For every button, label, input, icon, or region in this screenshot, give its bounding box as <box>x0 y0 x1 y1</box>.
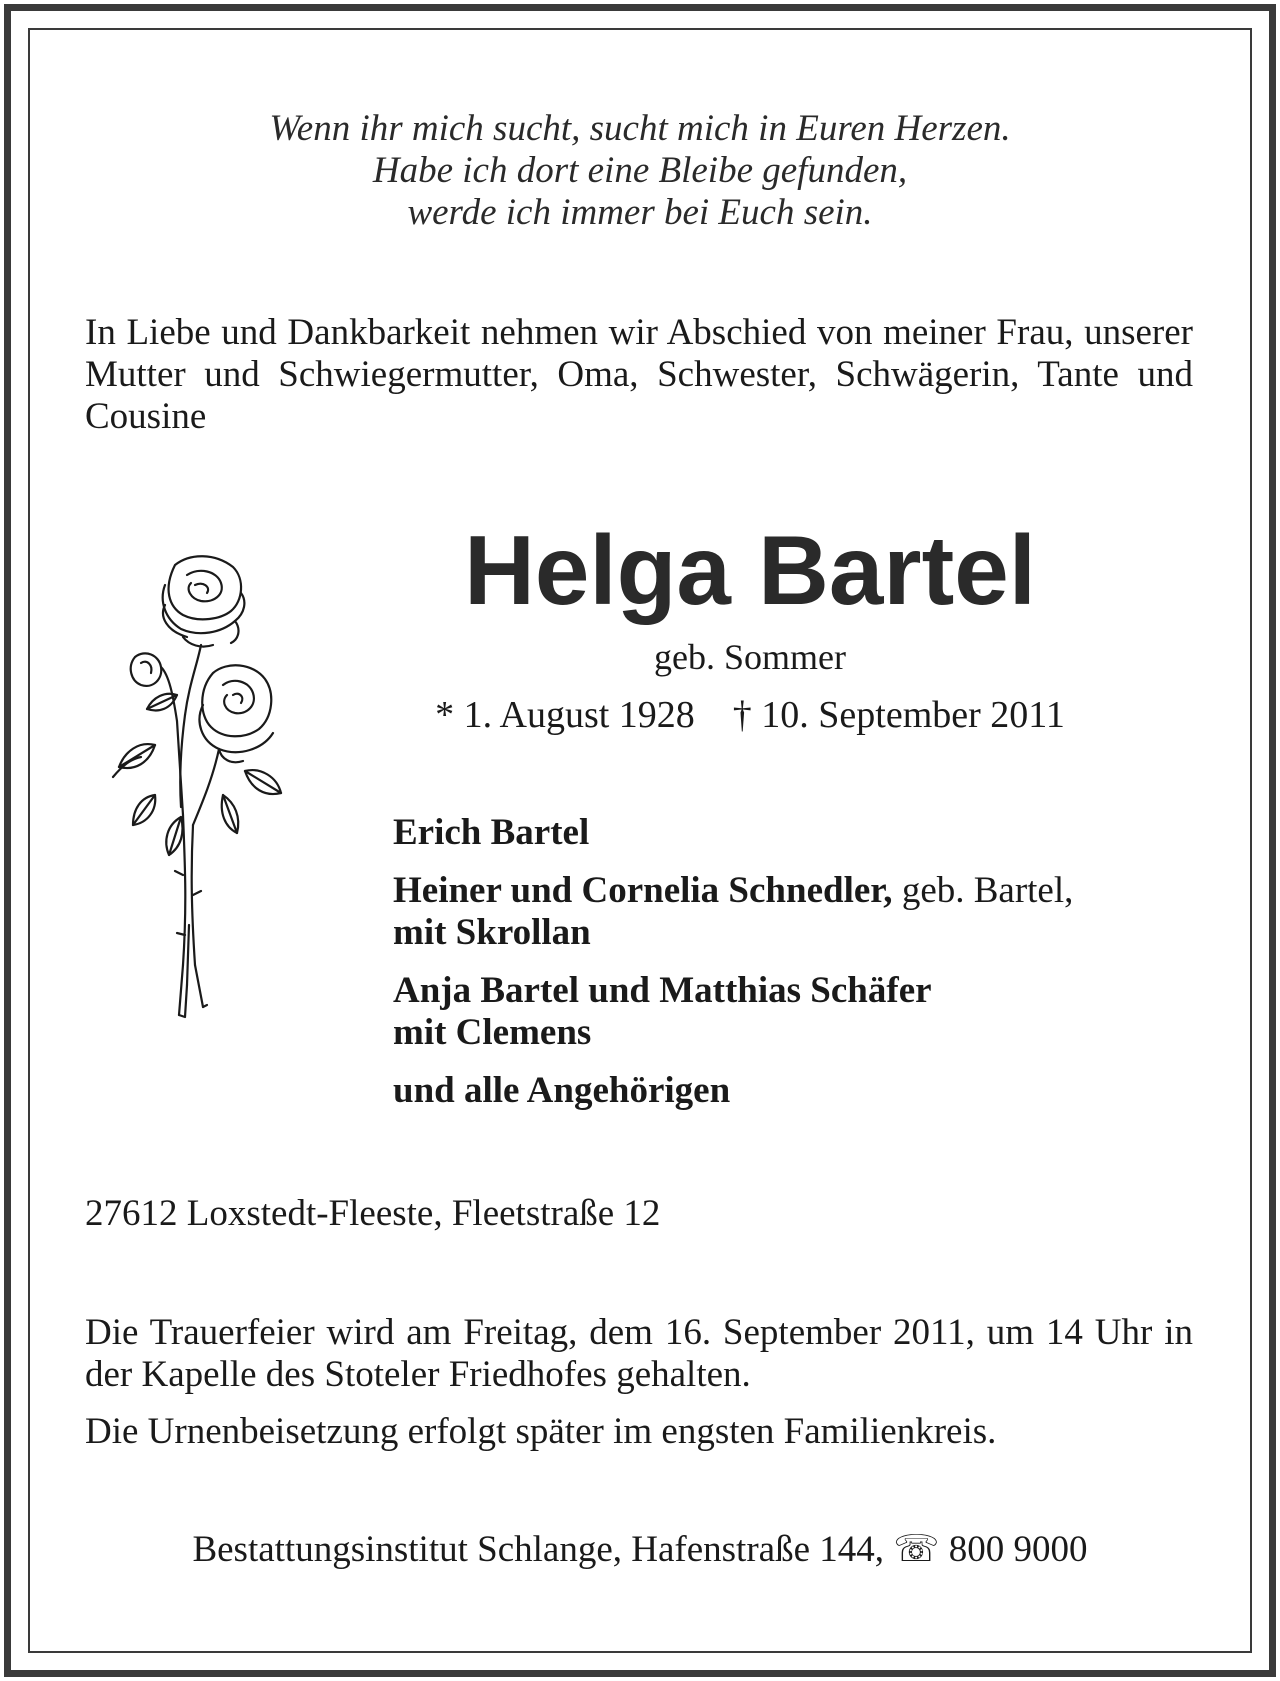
undertaker-name: Bestattungsinstitut Schlange, Hafenstraße 144, <box>192 1529 885 1570</box>
family-member-3: Anja Bartel und Matthias Schäfer mit Clemens <box>393 970 932 1053</box>
death-date: † 10. September 2011 <box>732 694 1065 736</box>
birth-date: * 1. August 1928 <box>435 694 695 736</box>
poem-line-1: Wenn ihr mich sucht, sucht mich in Euren Herzen. <box>269 108 1011 149</box>
family-member-2: Heiner und Cornelia Schnedler, geb. Bartel, mit Skrollan <box>393 870 1074 953</box>
family-member-4: und alle Angehörigen <box>393 1070 731 1111</box>
birth-name: geb. Sommer <box>654 637 846 677</box>
family-member-1: Erich Bartel <box>393 812 590 853</box>
poem-line-2: Habe ich dort eine Bleibe gefunden, <box>372 150 908 191</box>
address: 27612 Loxstedt-Fleeste, Fleetstraße 12 <box>85 1193 661 1234</box>
urn-burial-info: Die Urnenbeisetzung erfolgt später im engsten Familienkreis. <box>85 1411 997 1452</box>
life-dates <box>390 693 1110 737</box>
intro-text: In Liebe und Dankbarkeit nehmen wir Abschied von meiner Frau, unserer Mutter und Schwiegermutter, Oma, Schwester, Schwägerin, Tante und Cousine <box>85 312 1193 437</box>
funeral-service-info: Die Trauerfeier wird am Freitag, dem 16. September 2011, um 14 Uhr in der Kapelle des Stoteler Friedhofes gehalten. <box>85 1312 1193 1395</box>
poem-line-3: werde ich immer bei Euch sein. <box>407 192 873 233</box>
undertaker-info <box>0 1528 1280 1572</box>
poem <box>0 108 1280 234</box>
rose-illustration <box>95 545 285 1025</box>
family-list <box>393 812 1193 1128</box>
undertaker-phone: 800 9000 <box>948 1529 1088 1570</box>
deceased-name: Helga Bartel <box>464 515 1036 625</box>
telephone-icon: ☏ <box>893 1529 940 1570</box>
